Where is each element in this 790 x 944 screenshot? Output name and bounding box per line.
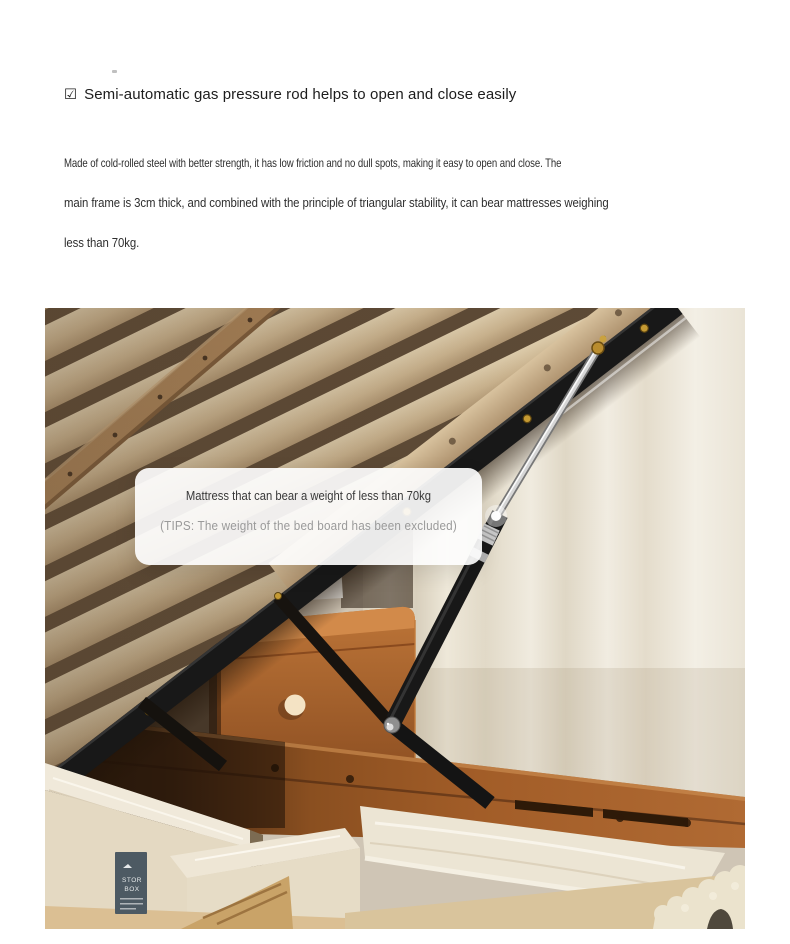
tooltip-primary-text: Mattress that can bear a weight of less than 70kg xyxy=(185,489,432,503)
paragraph-line: less than 70kg. xyxy=(64,236,140,250)
storage-box-label-line1: STOR xyxy=(122,877,142,884)
paragraph-line: Made of cold-rolled steel with better strength, it has low friction and no dull spots, making it easy to open and close. The xyxy=(64,156,562,170)
storage-box-label xyxy=(115,852,147,914)
section-title xyxy=(64,86,516,103)
nightstand-knob xyxy=(285,695,306,716)
stray-mark xyxy=(112,70,117,73)
image-tooltip-card xyxy=(135,468,482,565)
paragraph-line: main frame is 3cm thick, and combined with the principle of triangular stability, it can bear mattresses weighing xyxy=(64,196,609,210)
product-photo xyxy=(45,308,745,929)
hotspot-dot-icon xyxy=(485,505,507,527)
pivot-bracket xyxy=(384,717,400,733)
section-title-text: Semi-automatic gas pressure rod helps to open and close easily xyxy=(84,86,517,103)
tooltip-secondary-text: (TIPS: The weight of the bed board has been excluded) xyxy=(160,518,457,533)
bed-lift-scene xyxy=(45,308,745,929)
checkbox-icon: ☑ xyxy=(64,87,78,103)
storage-box-label-line2: BOX xyxy=(124,886,140,893)
